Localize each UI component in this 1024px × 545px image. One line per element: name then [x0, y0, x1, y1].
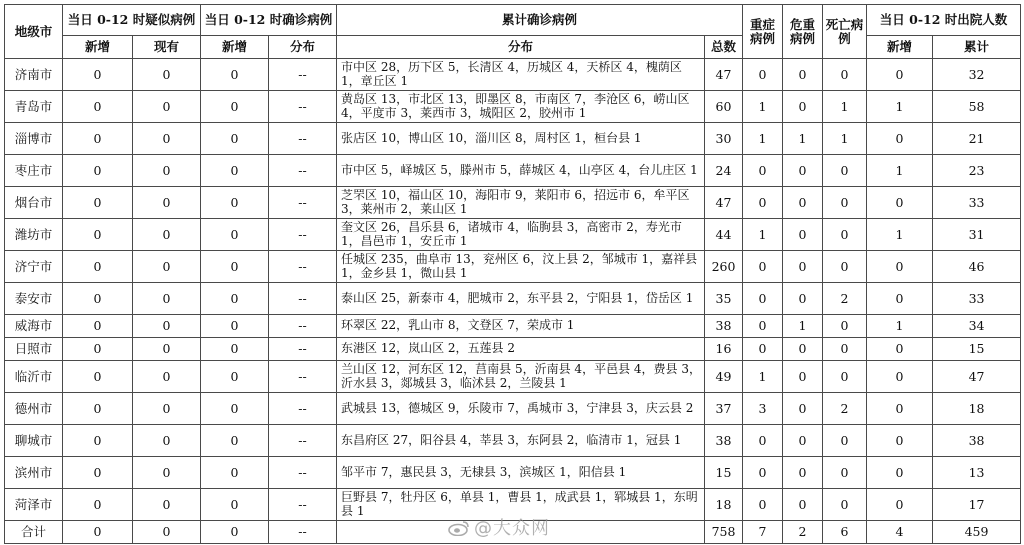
d-new-cell: 1: [867, 315, 933, 338]
death-cell: 2: [823, 283, 867, 315]
header-cumulative-total: 总数: [705, 36, 743, 59]
total-cell: 24: [705, 155, 743, 187]
severe-cell: 0: [743, 155, 783, 187]
c-dist-cell: --: [269, 315, 337, 338]
critical-cell: 1: [783, 123, 823, 155]
table-row: [5, 457, 1021, 489]
c-dist-cell: --: [269, 361, 337, 393]
severe-cell: 0: [743, 315, 783, 338]
c-dist-cell: --: [269, 59, 337, 91]
d-cum-cell: 34: [933, 315, 1021, 338]
s-cur-cell: 0: [133, 425, 201, 457]
city-cell: 枣庄市: [5, 155, 63, 187]
s-new-cell: 0: [63, 457, 133, 489]
d-cum-cell: 58: [933, 91, 1021, 123]
dist-cell: 芝罘区 10，福山区 10，海阳市 9，莱阳市 6，招远市 6，牟平区 3，莱州市 2，莱山区 1: [337, 187, 705, 219]
d-new-cell: 1: [867, 219, 933, 251]
d-new-cell: 0: [867, 338, 933, 361]
critical-cell: 0: [783, 338, 823, 361]
s-new-cell: 0: [63, 59, 133, 91]
d-new-cell: 1: [867, 91, 933, 123]
severe-cell: 1: [743, 91, 783, 123]
c-dist-cell: --: [269, 155, 337, 187]
header-city: 地级市: [5, 5, 63, 59]
total-cell: 49: [705, 361, 743, 393]
c-new-cell: 0: [201, 123, 269, 155]
table-row: [5, 59, 1021, 91]
critical-cell: 0: [783, 155, 823, 187]
critical-cell: 1: [783, 315, 823, 338]
total-cell: 60: [705, 91, 743, 123]
d-new-cell: 0: [867, 393, 933, 425]
d-cum-cell: 17: [933, 489, 1021, 521]
critical-cell: 2: [783, 521, 823, 544]
d-cum-cell: 15: [933, 338, 1021, 361]
death-cell: 0: [823, 457, 867, 489]
c-new-cell: 0: [201, 283, 269, 315]
critical-cell: 0: [783, 251, 823, 283]
s-new-cell: 0: [63, 521, 133, 544]
c-dist-cell: --: [269, 457, 337, 489]
death-cell: 6: [823, 521, 867, 544]
death-cell: 0: [823, 219, 867, 251]
severe-cell: 1: [743, 361, 783, 393]
city-cell: 烟台市: [5, 187, 63, 219]
death-cell: 1: [823, 123, 867, 155]
dist-cell: 市中区 5，峄城区 5，滕州市 5，薛城区 4，山亭区 4，台儿庄区 1: [337, 155, 705, 187]
city-cell: 德州市: [5, 393, 63, 425]
s-new-cell: 0: [63, 338, 133, 361]
c-new-cell: 0: [201, 425, 269, 457]
critical-cell: 0: [783, 393, 823, 425]
covid-case-table: [4, 4, 1021, 544]
header-critical: 危重病例: [783, 5, 823, 59]
table-row: [5, 315, 1021, 338]
c-new-cell: 0: [201, 219, 269, 251]
critical-cell: 0: [783, 283, 823, 315]
severe-cell: 0: [743, 425, 783, 457]
total-cell: 47: [705, 59, 743, 91]
dist-cell: 环翠区 22，乳山市 8，文登区 7，荣成市 1: [337, 315, 705, 338]
c-dist-cell: --: [269, 91, 337, 123]
total-cell: 37: [705, 393, 743, 425]
s-cur-cell: 0: [133, 489, 201, 521]
header-confirmed-new: 新增: [201, 36, 269, 59]
total-row: [5, 521, 1021, 544]
s-cur-cell: 0: [133, 59, 201, 91]
death-cell: 0: [823, 155, 867, 187]
table-row: [5, 338, 1021, 361]
total-cell: 260: [705, 251, 743, 283]
c-new-cell: 0: [201, 489, 269, 521]
c-new-cell: 0: [201, 315, 269, 338]
dist-cell: 巨野县 7，牡丹区 6，单县 1，曹县 1，成武县 1，郓城县 1，东明县 1: [337, 489, 705, 521]
d-cum-cell: 38: [933, 425, 1021, 457]
table-row: [5, 489, 1021, 521]
c-new-cell: 0: [201, 59, 269, 91]
severe-cell: 7: [743, 521, 783, 544]
dist-cell: 邹平市 7，惠民县 3，无棣县 3，滨城区 1，阳信县 1: [337, 457, 705, 489]
s-new-cell: 0: [63, 91, 133, 123]
d-new-cell: 0: [867, 251, 933, 283]
c-new-cell: 0: [201, 338, 269, 361]
header-cumulative: 累计确诊病例: [337, 5, 743, 36]
header-confirmed-today: 当日 0-12 时确诊病例: [201, 5, 337, 36]
dist-cell: 奎文区 26，昌乐县 6，诸城市 4，临朐县 3，高密市 2，寿光市 1，昌邑市 1，安丘市 1: [337, 219, 705, 251]
s-new-cell: 0: [63, 315, 133, 338]
dist-cell: 任城区 235，曲阜市 13，兖州区 6，汶上县 2，邹城市 1，嘉祥县 1，金乡县 1，微山县 1: [337, 251, 705, 283]
total-cell: 38: [705, 425, 743, 457]
c-dist-cell: --: [269, 425, 337, 457]
severe-cell: 1: [743, 219, 783, 251]
dist-cell: 张店区 10，博山区 10，淄川区 8，周村区 1，桓台县 1: [337, 123, 705, 155]
table-row: [5, 393, 1021, 425]
s-cur-cell: 0: [133, 283, 201, 315]
c-new-cell: 0: [201, 521, 269, 544]
death-cell: 0: [823, 361, 867, 393]
s-cur-cell: 0: [133, 521, 201, 544]
s-cur-cell: 0: [133, 393, 201, 425]
c-dist-cell: --: [269, 123, 337, 155]
c-new-cell: 0: [201, 91, 269, 123]
d-new-cell: 0: [867, 59, 933, 91]
d-new-cell: 0: [867, 361, 933, 393]
d-cum-cell: 18: [933, 393, 1021, 425]
d-cum-cell: 23: [933, 155, 1021, 187]
d-cum-cell: 33: [933, 187, 1021, 219]
table-row: [5, 361, 1021, 393]
death-cell: 0: [823, 59, 867, 91]
death-cell: 1: [823, 91, 867, 123]
severe-cell: 0: [743, 187, 783, 219]
critical-cell: 0: [783, 425, 823, 457]
dist-cell: 黄岛区 13，市北区 13，即墨区 8，市南区 7，李沧区 6，崂山区 4，平度市 3，莱西市 3，城阳区 2，胶州市 1: [337, 91, 705, 123]
d-cum-cell: 33: [933, 283, 1021, 315]
s-cur-cell: 0: [133, 457, 201, 489]
d-cum-cell: 31: [933, 219, 1021, 251]
s-cur-cell: 0: [133, 361, 201, 393]
total-cell: 35: [705, 283, 743, 315]
s-new-cell: 0: [63, 393, 133, 425]
dist-cell: 市中区 28，历下区 5，长清区 4，历城区 4，天桥区 4，槐荫区 1，章丘区 1: [337, 59, 705, 91]
critical-cell: 0: [783, 91, 823, 123]
d-new-cell: 0: [867, 187, 933, 219]
c-dist-cell: --: [269, 393, 337, 425]
severe-cell: 0: [743, 489, 783, 521]
city-cell: 合计: [5, 521, 63, 544]
severe-cell: 0: [743, 251, 783, 283]
d-cum-cell: 21: [933, 123, 1021, 155]
total-cell: 47: [705, 187, 743, 219]
s-new-cell: 0: [63, 123, 133, 155]
dist-cell: [337, 521, 705, 544]
table-row: [5, 283, 1021, 315]
d-cum-cell: 459: [933, 521, 1021, 544]
header-suspected: 当日 0-12 时疑似病例: [63, 5, 201, 36]
c-new-cell: 0: [201, 361, 269, 393]
table-row: [5, 251, 1021, 283]
city-cell: 济南市: [5, 59, 63, 91]
s-cur-cell: 0: [133, 91, 201, 123]
d-new-cell: 0: [867, 489, 933, 521]
death-cell: 0: [823, 425, 867, 457]
s-cur-cell: 0: [133, 219, 201, 251]
death-cell: 0: [823, 251, 867, 283]
city-cell: 滨州市: [5, 457, 63, 489]
dist-cell: 泰山区 25，新泰市 4，肥城市 2，东平县 2，宁阳县 1，岱岳区 1: [337, 283, 705, 315]
total-cell: 18: [705, 489, 743, 521]
header-discharged-new: 新增: [867, 36, 933, 59]
d-new-cell: 0: [867, 283, 933, 315]
c-new-cell: 0: [201, 187, 269, 219]
header-severe: 重症病例: [743, 5, 783, 59]
c-dist-cell: --: [269, 283, 337, 315]
d-cum-cell: 47: [933, 361, 1021, 393]
severe-cell: 1: [743, 123, 783, 155]
s-cur-cell: 0: [133, 155, 201, 187]
dist-cell: 武城县 13，德城区 9，乐陵市 7，禹城市 3，宁津县 3，庆云县 2: [337, 393, 705, 425]
table-row: [5, 91, 1021, 123]
total-cell: 44: [705, 219, 743, 251]
table-row: [5, 123, 1021, 155]
s-new-cell: 0: [63, 425, 133, 457]
s-new-cell: 0: [63, 187, 133, 219]
s-cur-cell: 0: [133, 123, 201, 155]
d-cum-cell: 46: [933, 251, 1021, 283]
total-cell: 758: [705, 521, 743, 544]
d-new-cell: 0: [867, 457, 933, 489]
s-cur-cell: 0: [133, 187, 201, 219]
dist-cell: 东港区 12，岚山区 2，五莲县 2: [337, 338, 705, 361]
critical-cell: 0: [783, 219, 823, 251]
dist-cell: 东昌府区 27，阳谷县 4，莘县 3，东阿县 2，临清市 1，冠县 1: [337, 425, 705, 457]
c-dist-cell: --: [269, 521, 337, 544]
critical-cell: 0: [783, 361, 823, 393]
dist-cell: 兰山区 12，河东区 12，莒南县 5，沂南县 4，平邑县 4，费县 3，沂水县 3，郯城县 3，临沭县 2，兰陵县 1: [337, 361, 705, 393]
c-new-cell: 0: [201, 251, 269, 283]
critical-cell: 0: [783, 457, 823, 489]
c-dist-cell: --: [269, 338, 337, 361]
total-cell: 30: [705, 123, 743, 155]
death-cell: 0: [823, 489, 867, 521]
d-new-cell: 4: [867, 521, 933, 544]
s-new-cell: 0: [63, 361, 133, 393]
death-cell: 0: [823, 315, 867, 338]
severe-cell: 0: [743, 283, 783, 315]
death-cell: 0: [823, 187, 867, 219]
c-dist-cell: --: [269, 219, 337, 251]
s-new-cell: 0: [63, 489, 133, 521]
table-row: [5, 155, 1021, 187]
d-new-cell: 1: [867, 155, 933, 187]
city-cell: 聊城市: [5, 425, 63, 457]
c-dist-cell: --: [269, 489, 337, 521]
header-suspected-current: 现有: [133, 36, 201, 59]
c-new-cell: 0: [201, 393, 269, 425]
d-cum-cell: 13: [933, 457, 1021, 489]
c-dist-cell: --: [269, 187, 337, 219]
s-new-cell: 0: [63, 155, 133, 187]
city-cell: 青岛市: [5, 91, 63, 123]
d-new-cell: 0: [867, 425, 933, 457]
total-cell: 16: [705, 338, 743, 361]
city-cell: 临沂市: [5, 361, 63, 393]
watermark-text: @大众网: [474, 518, 550, 539]
s-new-cell: 0: [63, 219, 133, 251]
s-cur-cell: 0: [133, 315, 201, 338]
table-row: [5, 219, 1021, 251]
city-cell: 泰安市: [5, 283, 63, 315]
critical-cell: 0: [783, 489, 823, 521]
header-death: 死亡病例: [823, 5, 867, 59]
s-new-cell: 0: [63, 283, 133, 315]
city-cell: 济宁市: [5, 251, 63, 283]
city-cell: 菏泽市: [5, 489, 63, 521]
s-cur-cell: 0: [133, 338, 201, 361]
c-new-cell: 0: [201, 457, 269, 489]
severe-cell: 3: [743, 393, 783, 425]
table-row: [5, 187, 1021, 219]
total-cell: 38: [705, 315, 743, 338]
city-cell: 日照市: [5, 338, 63, 361]
death-cell: 0: [823, 338, 867, 361]
d-cum-cell: 32: [933, 59, 1021, 91]
critical-cell: 0: [783, 187, 823, 219]
s-new-cell: 0: [63, 251, 133, 283]
header-cumulative-distribution: 分布: [337, 36, 705, 59]
total-cell: 15: [705, 457, 743, 489]
death-cell: 2: [823, 393, 867, 425]
c-dist-cell: --: [269, 251, 337, 283]
table-row: [5, 425, 1021, 457]
city-cell: 淄博市: [5, 123, 63, 155]
header-suspected-new: 新增: [63, 36, 133, 59]
severe-cell: 0: [743, 59, 783, 91]
city-cell: 潍坊市: [5, 219, 63, 251]
critical-cell: 0: [783, 59, 823, 91]
c-new-cell: 0: [201, 155, 269, 187]
header-discharged-cumulative: 累计: [933, 36, 1021, 59]
severe-cell: 0: [743, 338, 783, 361]
severe-cell: 0: [743, 457, 783, 489]
s-cur-cell: 0: [133, 251, 201, 283]
header-confirmed-distribution: 分布: [269, 36, 337, 59]
city-cell: 威海市: [5, 315, 63, 338]
header-discharged: 当日 0-12 时出院人数: [867, 5, 1021, 36]
d-new-cell: 0: [867, 123, 933, 155]
